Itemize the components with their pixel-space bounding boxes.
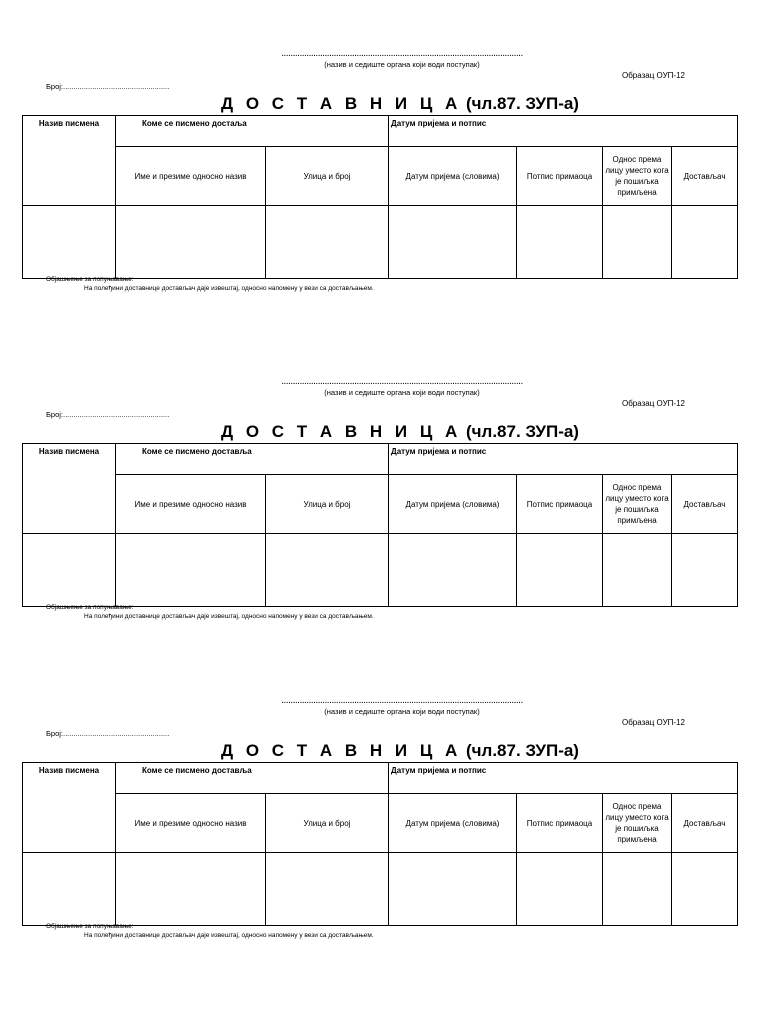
title-main: Д О С Т А В Н И Ц А <box>221 422 462 441</box>
header-street: Улица и број <box>266 475 389 534</box>
org-caption: (назив и седиште органа који води поступак) <box>324 60 480 69</box>
number-label: Број: <box>46 410 64 419</box>
cell-date-words[interactable] <box>389 853 517 926</box>
cell-recipient-signature[interactable] <box>517 853 603 926</box>
header-relation: Однос према лицу уместо кога је пошиљка примљена <box>603 147 672 206</box>
cell-date-words[interactable] <box>389 206 517 279</box>
note-text: На полеђини доставнице достављач даје извештај, односно напомену у вези са достављањем. <box>84 285 374 292</box>
number-field <box>46 82 169 92</box>
header-full-name: Име и презиме односно назив <box>116 147 266 206</box>
header-full-name: Име и презиме односно назив <box>116 794 266 853</box>
cell-relation[interactable] <box>603 206 672 279</box>
header-full-name: Име и презиме односно назив <box>116 475 266 534</box>
delivery-table <box>22 115 738 279</box>
header-courier: Достављач <box>672 794 738 853</box>
cell-document-name[interactable] <box>23 206 116 279</box>
header-courier: Достављач <box>672 147 738 206</box>
cell-relation[interactable] <box>603 534 672 607</box>
header-date-words: Датум пријема (словима) <box>389 147 517 206</box>
cell-street[interactable] <box>266 534 389 607</box>
header-date-signature: Датум пријема и потпис <box>389 116 738 147</box>
cell-courier[interactable] <box>672 853 738 926</box>
number-field <box>46 729 169 739</box>
cell-full-name[interactable] <box>116 853 266 926</box>
header-document-name: Назив писмена <box>23 763 116 853</box>
title-article: (чл.87. ЗУП-а) <box>461 94 579 113</box>
cell-recipient-signature[interactable] <box>517 534 603 607</box>
org-caption: (назив и седиште органа који води поступак) <box>324 707 480 716</box>
number-dots: ................................................... <box>63 729 170 738</box>
cell-courier[interactable] <box>672 534 738 607</box>
cell-full-name[interactable] <box>116 206 266 279</box>
cell-relation[interactable] <box>603 853 672 926</box>
title-article: (чл.87. ЗУП-а) <box>461 741 579 760</box>
title-main: Д О С Т А В Н И Ц А <box>221 741 462 760</box>
header-recipient: Коме се писмено доставља <box>116 763 389 794</box>
note-title: Објашњење за попуњавање: <box>46 276 134 283</box>
cell-date-words[interactable] <box>389 534 517 607</box>
form-code: Образац ОУП-12 <box>622 71 685 80</box>
header-document-name: Назив писмена <box>23 116 116 206</box>
org-name-line: .......................................................................................................... <box>281 48 523 59</box>
title-article: (чл.87. ЗУП-а) <box>461 422 579 441</box>
form-code: Образац ОУП-12 <box>622 718 685 727</box>
delivery-receipt-form-3 <box>0 695 768 995</box>
number-dots: ................................................... <box>63 410 170 419</box>
header-document-name: Назив писмена <box>23 444 116 534</box>
org-caption: (назив и седиште органа који води поступак) <box>324 388 480 397</box>
cell-document-name[interactable] <box>23 534 116 607</box>
delivery-receipt-form-2 <box>0 376 768 676</box>
header-street: Улица и број <box>266 147 389 206</box>
cell-recipient-signature[interactable] <box>517 206 603 279</box>
header-date-words: Датум пријема (словима) <box>389 475 517 534</box>
org-name-line: .......................................................................................................... <box>281 695 523 706</box>
note-title: Објашњење за попуњавање: <box>46 923 134 930</box>
org-name-line: .......................................................................................................... <box>281 376 523 387</box>
header-recipient-signature: Потпис примаоца <box>517 147 603 206</box>
header-street: Улица и број <box>266 794 389 853</box>
number-label: Број: <box>46 82 64 91</box>
header-recipient-signature: Потпис примаоца <box>517 794 603 853</box>
header-relation: Однос према лицу уместо кога је пошиљка примљена <box>603 794 672 853</box>
delivery-table <box>22 443 738 607</box>
form-code: Образац ОУП-12 <box>622 399 685 408</box>
header-courier: Достављач <box>672 475 738 534</box>
header-recipient-signature: Потпис примаоца <box>517 475 603 534</box>
delivery-receipt-form-1 <box>0 48 768 348</box>
header-date-signature: Датум пријема и потпис <box>389 763 738 794</box>
cell-full-name[interactable] <box>116 534 266 607</box>
number-label: Број: <box>46 729 64 738</box>
header-relation: Однос према лицу уместо кога је пошиљка примљена <box>603 475 672 534</box>
number-field <box>46 410 169 420</box>
form-title <box>0 740 768 762</box>
cell-document-name[interactable] <box>23 853 116 926</box>
number-dots: ................................................... <box>63 82 170 91</box>
title-main: Д О С Т А В Н И Ц А <box>221 94 462 113</box>
form-title <box>0 421 768 443</box>
note-text: На полеђини доставнице достављач даје извештај, односно напомену у вези са достављањем. <box>84 613 374 620</box>
form-title <box>0 93 768 115</box>
header-date-signature: Датум пријема и потпис <box>389 444 738 475</box>
cell-street[interactable] <box>266 853 389 926</box>
header-recipient: Коме се писмено достаља <box>116 116 389 147</box>
delivery-table <box>22 762 738 926</box>
note-text: На полеђини доставнице достављач даје извештај, односно напомену у вези са достављањем. <box>84 932 374 939</box>
note-title: Објашњење за попуњавање: <box>46 604 134 611</box>
cell-street[interactable] <box>266 206 389 279</box>
header-date-words: Датум пријема (словима) <box>389 794 517 853</box>
header-recipient: Коме се писмено доставља <box>116 444 389 475</box>
cell-courier[interactable] <box>672 206 738 279</box>
